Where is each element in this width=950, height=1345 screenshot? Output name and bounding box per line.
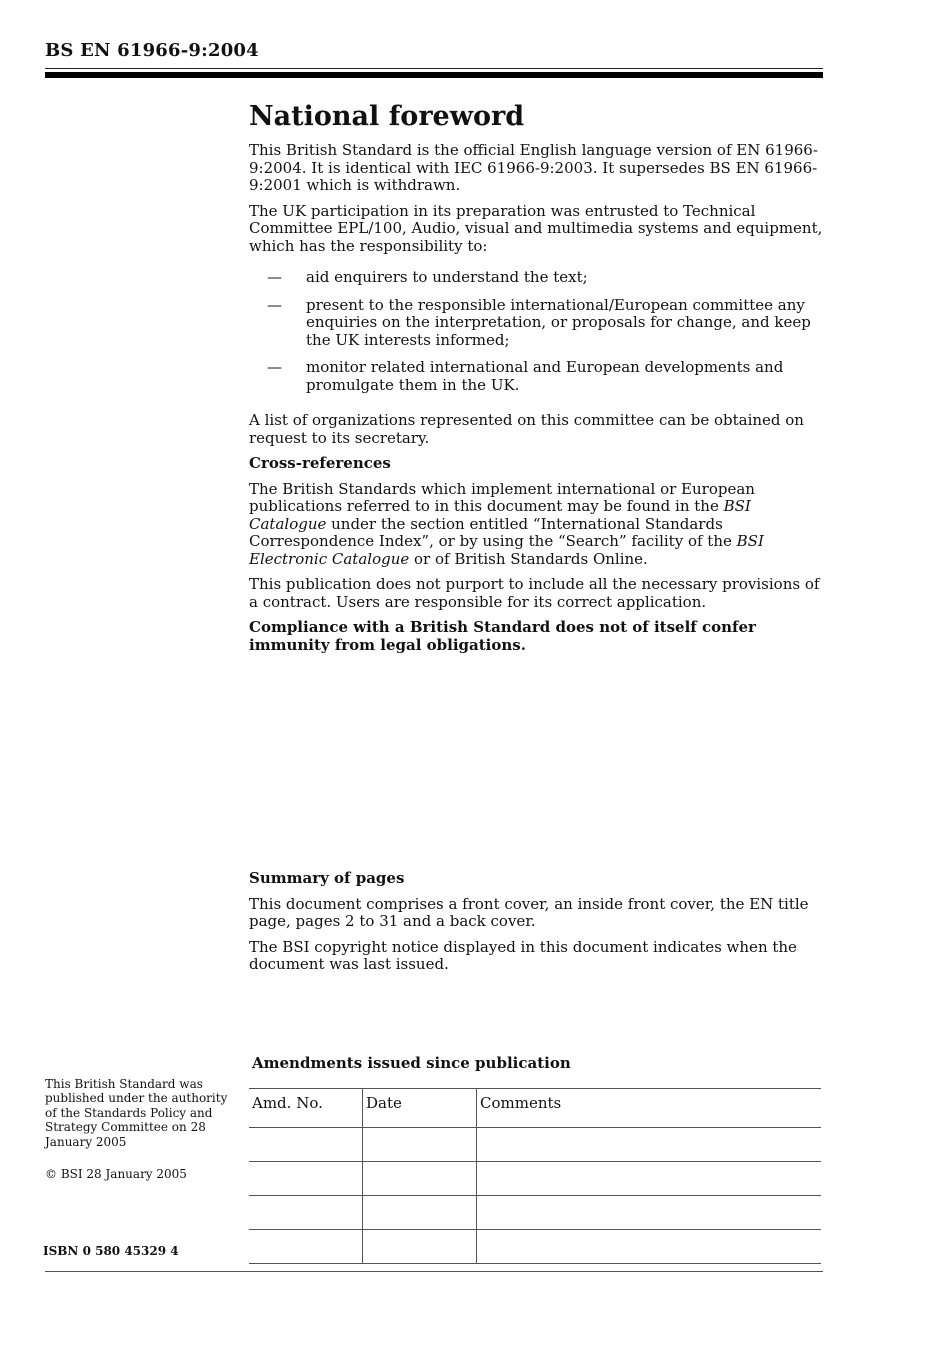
table-cell: [363, 1196, 477, 1230]
list-item-text: aid enquirers to understand the text;: [306, 268, 588, 286]
list-item: [249, 269, 823, 287]
summary-paragraph: This document comprises a front cover, an inside front cover, the EN title page, pages 2 to 31 and a back cover.: [249, 894, 809, 930]
list-item: [249, 297, 823, 350]
list-item-text: monitor related international and European developments and promulgate them in the UK.: [306, 358, 784, 394]
table-cell: [363, 1230, 477, 1264]
table-cell: [477, 1196, 822, 1230]
summary-of-pages: [249, 870, 823, 982]
table-cell: [249, 1128, 363, 1162]
copyright-line: © BSI 28 January 2005: [45, 1167, 187, 1182]
national-foreword: [249, 100, 823, 662]
cross-references-paragraph: The British Standards which implement international or European publications referred to in this document may be found in the BSI Catalogue under the section entitled “International Standards Correspondence Index”, or by using the “Search” facility of the BSI Electronic Catalogue or of British Standards Online.: [249, 479, 764, 568]
header-rule-thin: [45, 68, 823, 69]
amendments-table: [249, 1088, 821, 1264]
table-cell: [363, 1128, 477, 1162]
bsi-catalogue-ref: BSI Catalogue: [249, 497, 751, 533]
header-rule-thick: [45, 72, 823, 78]
table-row: [249, 1230, 821, 1264]
table-cell: [363, 1162, 477, 1196]
compliance-note: Compliance with a British Standard does not of itself confer immunity from legal obligations.: [249, 618, 756, 654]
responsibility-list: [249, 269, 823, 394]
authority-note: This British Standard was published under the authority of the Standards Policy and Strategy Committee on 28 January 2005: [45, 1077, 228, 1149]
column-header-comments: Comments: [477, 1089, 822, 1128]
page-title: National foreword: [249, 101, 525, 132]
copyright-notice-paragraph: The BSI copyright notice displayed in this document indicates when the document was last issued.: [249, 937, 797, 973]
table-row: [249, 1162, 821, 1196]
dash-mark: —: [267, 295, 282, 314]
isbn: ISBN 0 580 45329 4: [43, 1244, 179, 1258]
table-cell: [477, 1128, 822, 1162]
list-item-text: present to the responsible international/European committee any enquiries on the interpretation, or proposals for change, and keep the UK interests informed;: [306, 295, 811, 349]
table-row: [249, 1196, 821, 1230]
summary-heading: Summary of pages: [249, 869, 405, 887]
column-header-date: Date: [363, 1089, 477, 1128]
participation-paragraph: The UK participation in its preparation was entrusted to Technical Committee EPL/100, Audio, visual and multimedia systems and equipment, which has the responsibility to:: [249, 201, 823, 255]
dash-mark: —: [267, 268, 282, 286]
cross-references-heading: Cross-references: [249, 454, 391, 472]
column-header-amd-no: Amd. No.: [249, 1089, 363, 1128]
document-id: BS EN 61966-9:2004: [45, 40, 259, 61]
table-row: [249, 1128, 821, 1162]
table-cell: [249, 1196, 363, 1230]
bsi-electronic-catalogue-ref: BSI Electronic Catalogue: [249, 532, 764, 568]
contract-paragraph: This publication does not purport to include all the necessary provisions of a contract. Users are responsible for its correct application.: [249, 575, 820, 611]
dash-mark: —: [267, 358, 282, 376]
table-cell: [249, 1230, 363, 1264]
amendments-title: Amendments issued since publication: [252, 1054, 571, 1072]
intro-paragraph: This British Standard is the official English language version of EN 61966-9:2004. It is identical with IEC 61966-9:2003. It supersedes BS EN 61966-9:2001 which is withdrawn.: [249, 141, 818, 194]
table-cell: [477, 1162, 822, 1196]
table-header-row: [249, 1089, 821, 1128]
publication-sidebar: [45, 1077, 235, 1199]
table-cell: [477, 1230, 822, 1264]
list-item: [249, 359, 823, 394]
committee-list-paragraph: A list of organizations represented on this committee can be obtained on request to its secretary.: [249, 411, 804, 447]
footer-rule: [45, 1271, 823, 1272]
table-cell: [249, 1162, 363, 1196]
